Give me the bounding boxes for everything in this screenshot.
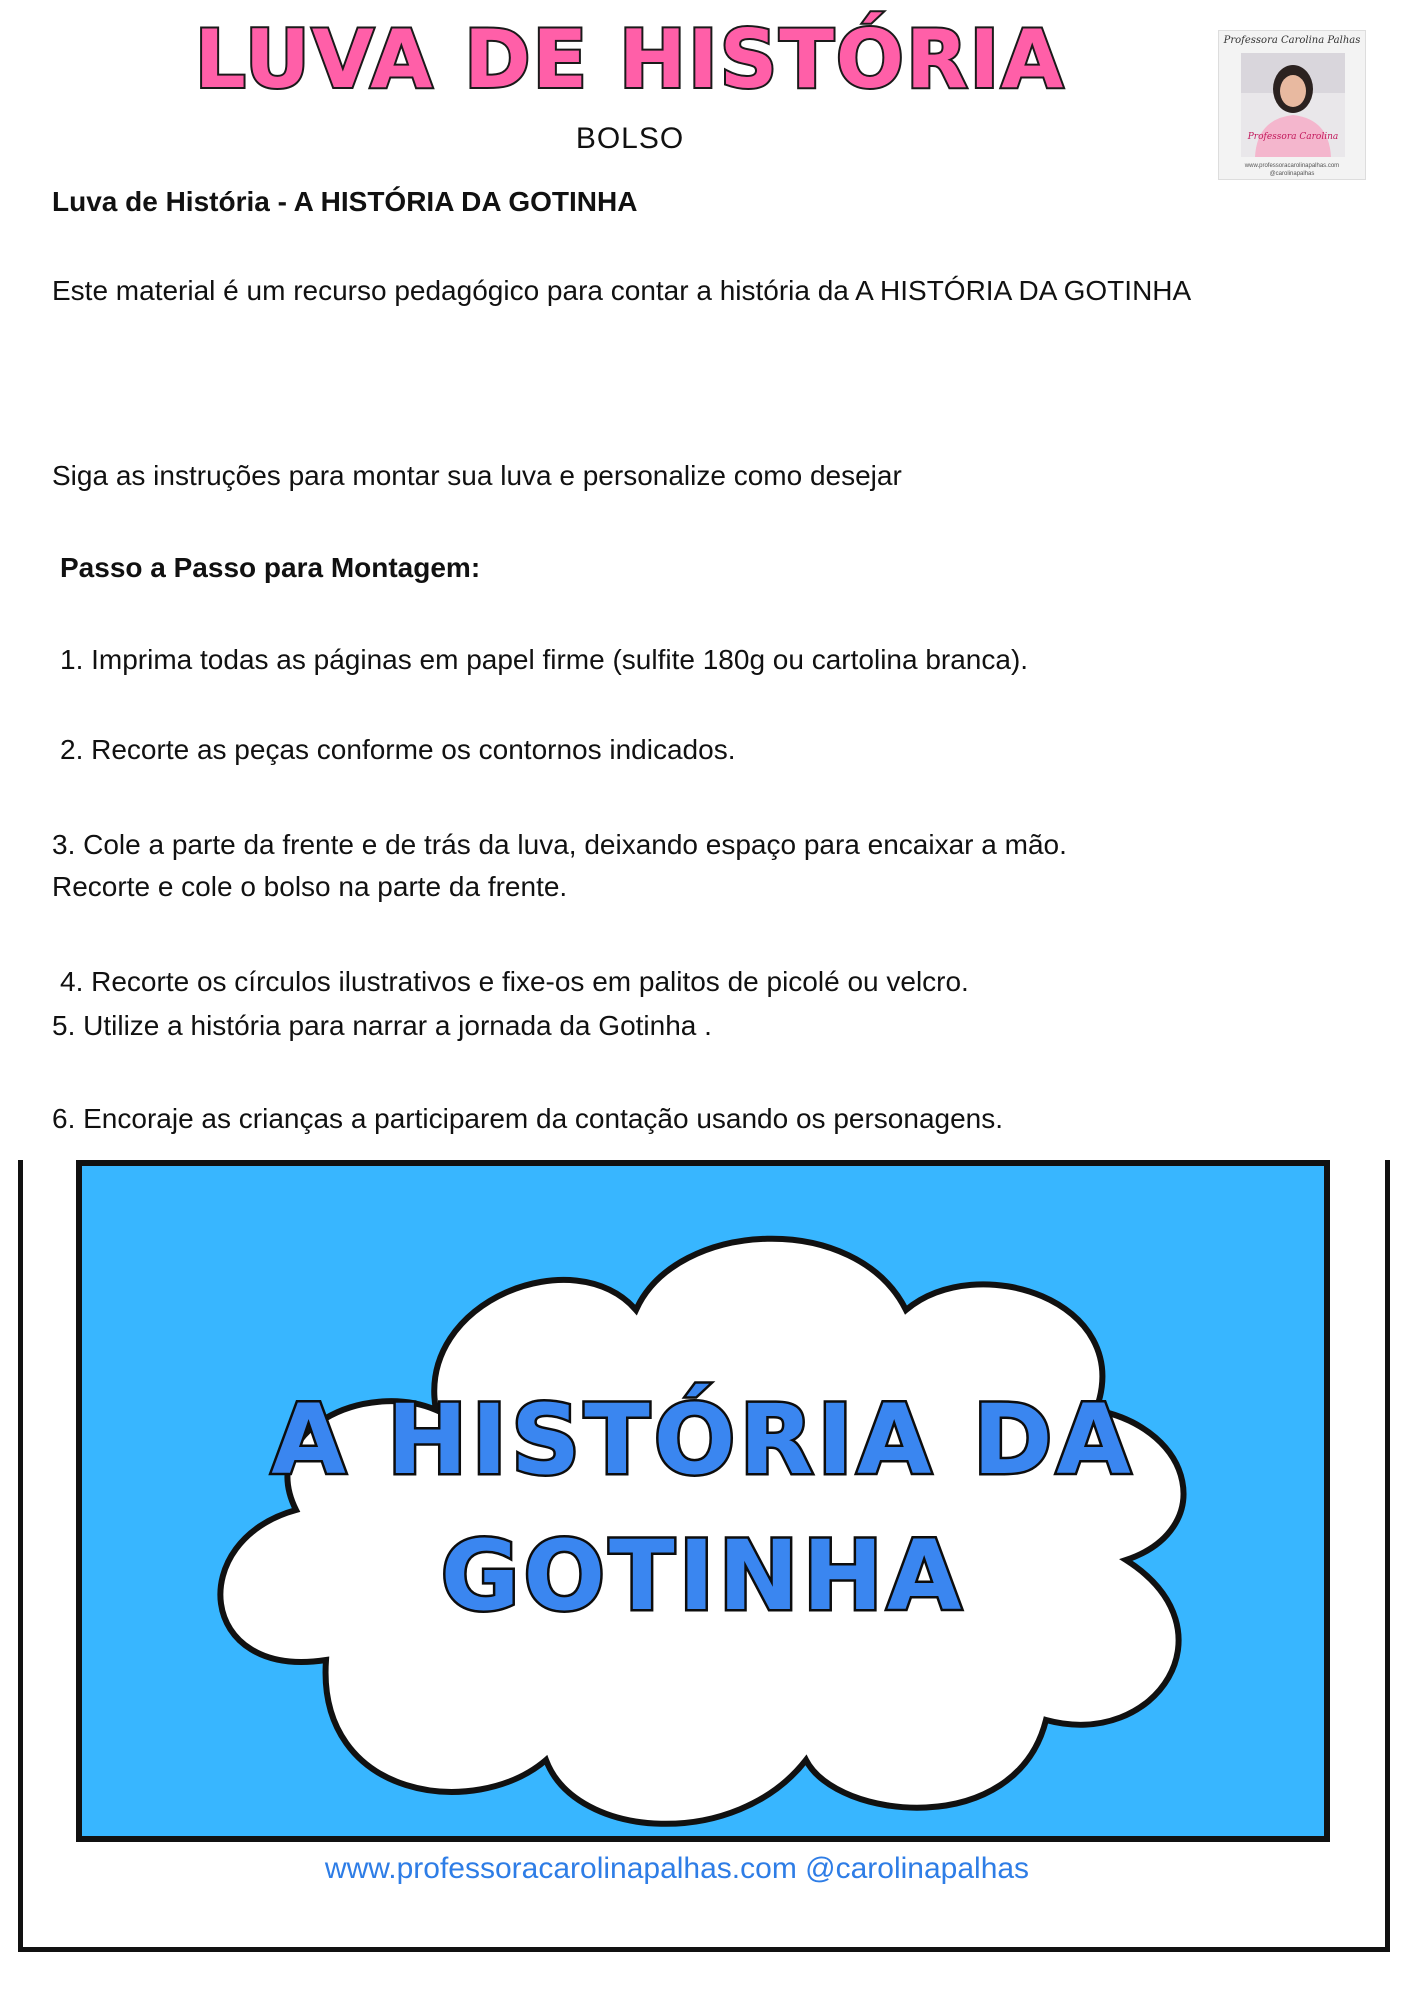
step-item: 5. Utilize a história para narrar a jornada da Gotinha . (52, 1010, 712, 1041)
step-item: 4. Recorte os círculos ilustrativos e fixe-os em palitos de picolé ou velcro. (60, 966, 969, 997)
pocket-title-line-1: A HISTÓRIA DA (271, 1384, 1135, 1496)
page-title: LUVA DE HISTÓRIA (194, 13, 1066, 106)
cloud-shape (76, 1160, 1330, 1842)
step-item: 3. Cole a parte da frente e de trás da luva, deixando espaço para encaixar a mão. (52, 829, 1067, 860)
step-item: 2. Recorte as peças conforme os contornos indicados. (60, 734, 736, 765)
author-portrait (1241, 53, 1345, 157)
author-card (1218, 30, 1366, 180)
author-shirt-text: Professora Carolina (1247, 132, 1339, 142)
document-heading: Luva de História - A HISTÓRIA DA GOTINHA (52, 186, 638, 217)
follow-paragraph: Siga as instruções para montar sua luva e personalize como desejar (52, 460, 902, 491)
footer-credit: www.professoracarolinapalhas.com @carolinapalhas (324, 1852, 1030, 1885)
step-item: Recorte e cole o bolso na parte da frente. (52, 871, 568, 902)
step-item: 6. Encoraje as crianças a participarem da contação usando os personagens. (52, 1103, 1004, 1134)
author-card-site: www.professoracarolinapalhas.com (1244, 163, 1340, 169)
author-photo (1241, 53, 1345, 157)
steps-title: Passo a Passo para Montagem: (60, 552, 481, 583)
pocket-title-line-2: GOTINHA (440, 1520, 966, 1632)
author-card-handle: @carolinapalhas (1269, 171, 1315, 177)
author-card-name: Professora Carolina Palhas (1223, 35, 1361, 46)
step-item: 1. Imprima todas as páginas em papel firme (sulfite 180g ou cartolina branca). (60, 644, 1029, 675)
intro-paragraph: Este material é um recurso pedagógico para contar a história da A HISTÓRIA DA GOTINHA (52, 275, 1192, 306)
page-subtitle: BOLSO (575, 122, 685, 155)
